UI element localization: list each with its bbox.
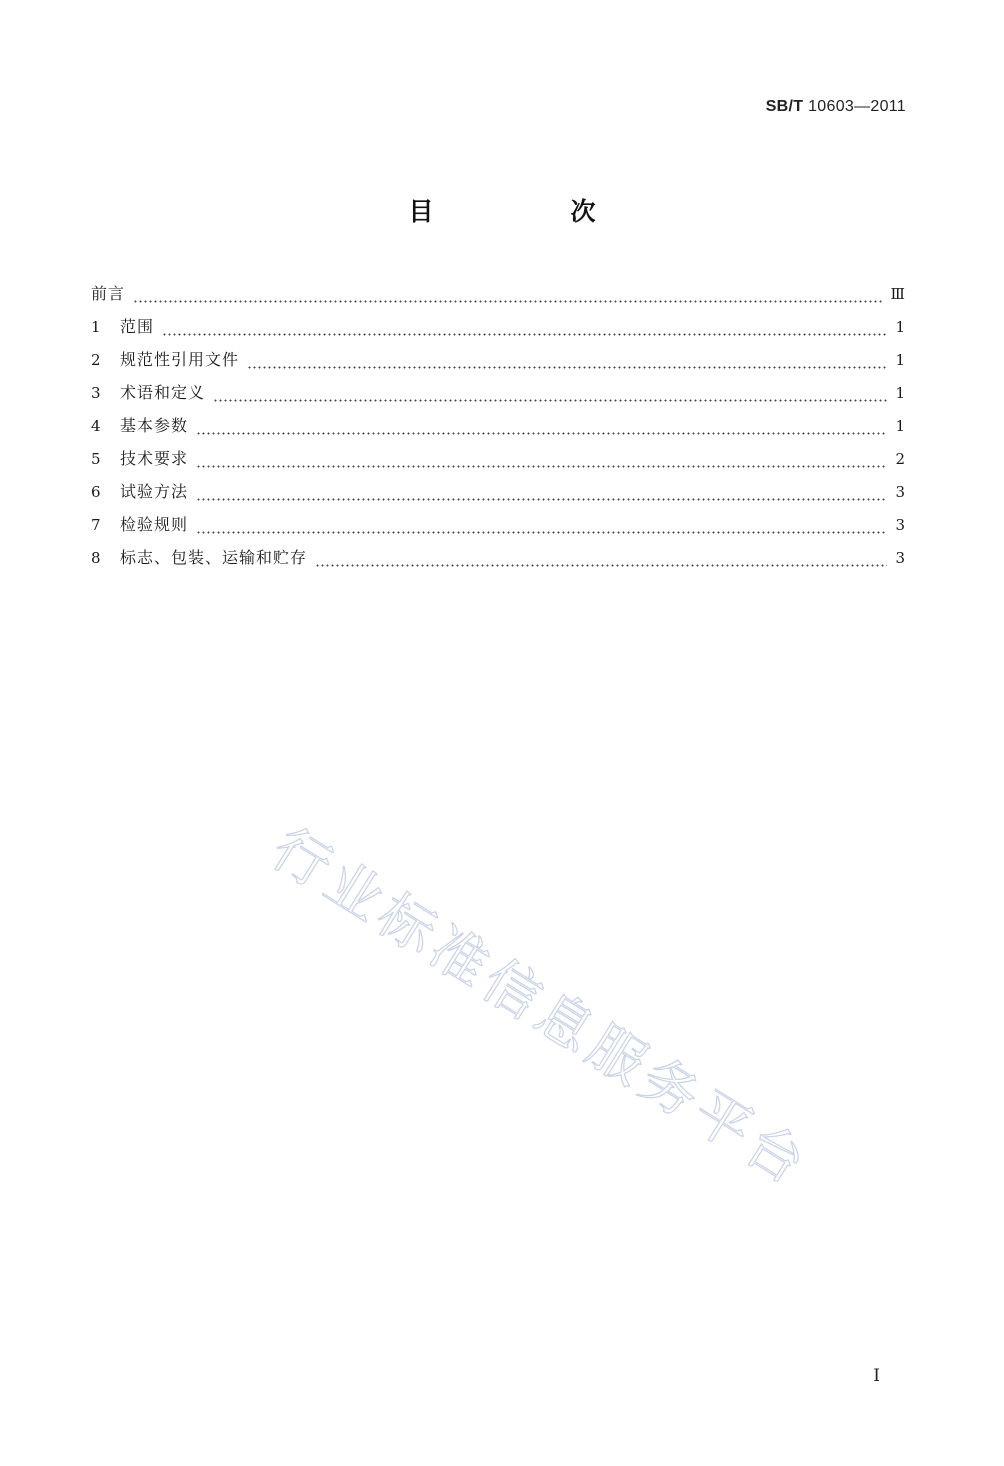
toc-entry-label: 技术要求 (120, 449, 189, 468)
toc-entry-7[interactable] (91, 512, 905, 545)
page-title: 目 次 (408, 197, 652, 226)
toc-entry-label: 标志、包装、运输和贮存 (120, 548, 308, 567)
dot-leader (247, 366, 887, 369)
toc-entry-page: 1 (895, 384, 905, 402)
dot-leader (196, 498, 887, 501)
toc-entry-number: 7 (91, 516, 101, 534)
dot-leader (315, 564, 887, 567)
toc-entry-page: Ⅲ (890, 285, 905, 303)
standard-code (766, 98, 906, 116)
toc-entry-page: 2 (895, 450, 905, 468)
toc-entry-page: 3 (895, 516, 905, 534)
toc-entry-6[interactable] (91, 479, 905, 512)
toc-entry-5[interactable] (91, 446, 905, 479)
dot-leader (196, 432, 887, 435)
dot-leader (133, 300, 883, 303)
toc-entry-label: 术语和定义 (120, 383, 206, 402)
standard-code-prefix: SB/T (765, 98, 804, 115)
toc-entry-number: 1 (91, 318, 101, 336)
toc-entry-number: 8 (91, 549, 101, 567)
toc-entry-label: 前言 (91, 284, 126, 303)
toc-entry-label: 规范性引用文件 (120, 350, 240, 369)
dot-leader (196, 465, 887, 468)
toc-entry-number: 3 (91, 384, 101, 402)
standard-code-number: 10603—2011 (808, 98, 906, 115)
page-number: I (873, 1366, 880, 1386)
toc-entry-label: 试验方法 (120, 482, 189, 501)
toc-entry-page: 3 (895, 483, 905, 501)
toc-entry-4[interactable] (91, 413, 905, 446)
watermark: 行业标准信息服务平台 (260, 816, 821, 1200)
table-of-contents (91, 281, 905, 578)
toc-entry-page: 3 (895, 549, 905, 567)
toc-entry-foreword[interactable] (91, 281, 905, 314)
dot-leader (196, 531, 887, 534)
dot-leader (213, 399, 887, 402)
toc-entry-3[interactable] (91, 380, 905, 413)
toc-entry-1[interactable] (91, 314, 905, 347)
toc-entry-label: 检验规则 (120, 515, 189, 534)
toc-entry-page: 1 (895, 417, 905, 435)
toc-entry-page: 1 (895, 351, 905, 369)
toc-entry-label: 基本参数 (120, 416, 189, 435)
toc-entry-2[interactable] (91, 347, 905, 380)
toc-entry-number: 4 (91, 417, 101, 435)
toc-entry-8[interactable] (91, 545, 905, 578)
toc-entry-page: 1 (895, 318, 905, 336)
toc-entry-number: 2 (91, 351, 101, 369)
toc-entry-label: 范围 (120, 317, 155, 336)
dot-leader (162, 333, 887, 336)
toc-entry-number: 5 (91, 450, 101, 468)
toc-entry-number: 6 (91, 483, 101, 501)
